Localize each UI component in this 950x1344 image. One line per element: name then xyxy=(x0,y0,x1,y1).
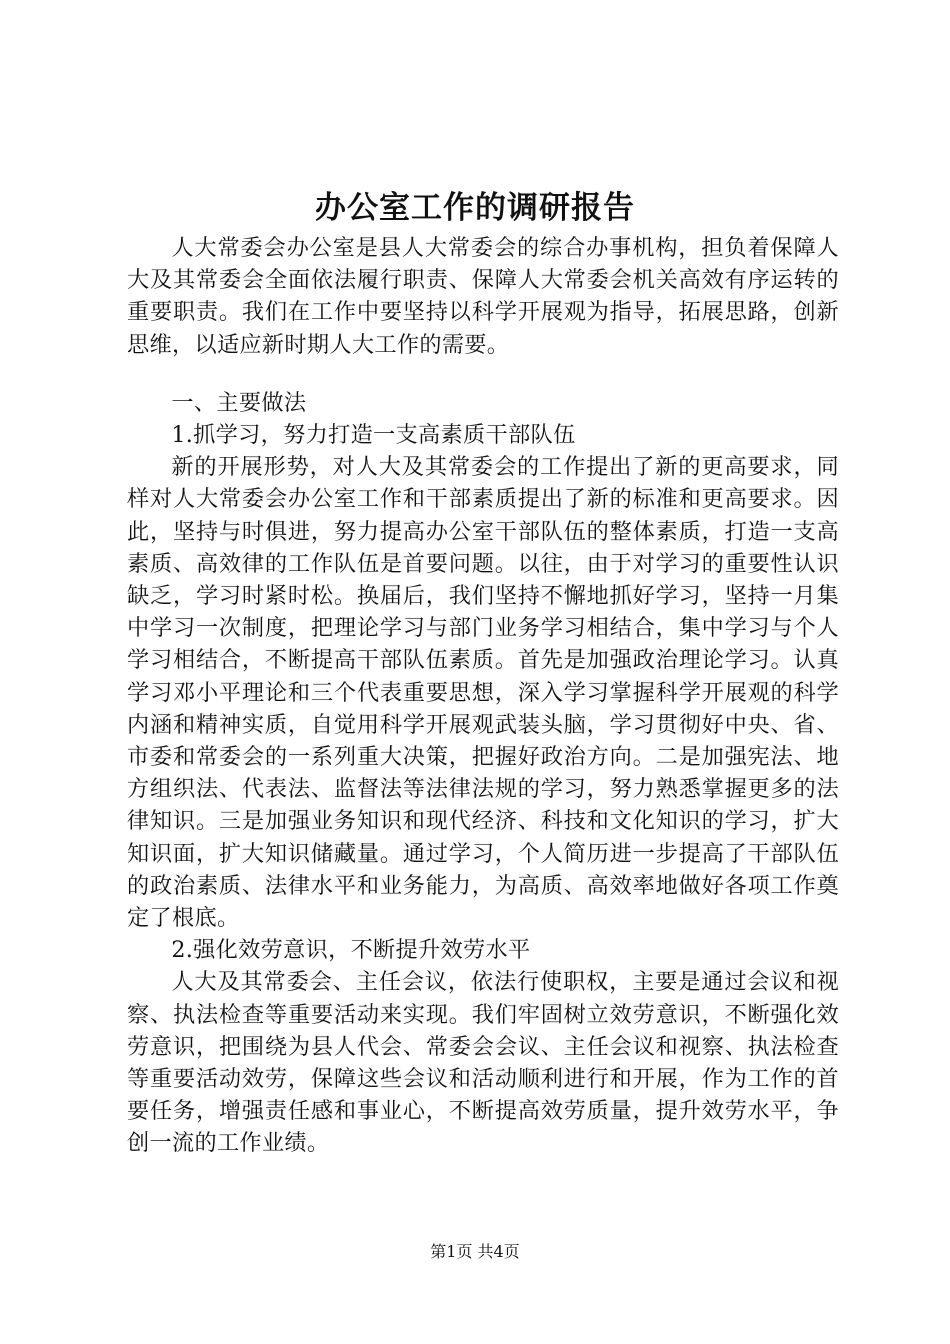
subsection-heading-2: 2.强化效劳意识，不断提升效劳水平 xyxy=(171,937,531,964)
body-paragraph-2: 人大及其常委会、主任会议，依法行使职权，主要是通过会议和视察、执法检查等重要活动来实现。我们牢固树立效劳意识，不断强化效劳意识，把围绕为县人代会、常委会会议、主任会议和视察、执法检查等重要活动效劳，保障这些会议和活动顺利进行和开展，作为工作的首要任务，增强责任感和事业心，不断提高效劳质量，提升效劳水平，争创一流的工作业绩。 xyxy=(127,969,839,1157)
paragraph-spacer xyxy=(127,361,839,387)
intro-paragraph: 人大常委会办公室是县人大常委会的综合办事机构，担负着保障人大及其常委会全面依法履行职责、保障人大常委会机关高效有序运转的重要职责。我们在工作中要坚持以科学开展观为指导，拓展思路，创新思维，以适应新时期人大工作的需要。 xyxy=(127,235,839,358)
page-footer: 第1页 共4页 xyxy=(430,1242,520,1261)
body-paragraph-1: 新的开展形势，对人大及其常委会的工作提出了新的更高要求，同样对人大常委会办公室工作和干部素质提出了新的标准和更高要求。因此，坚持与时俱进，努力提高办公室干部队伍的整体素质，打造一支高素质、高效律的工作队伍是首要问题。以往，由于对学习的重要性认识缺乏，学习时紧时松。换届后，我们坚持不懈地抓好学习，坚持一月集中学习一次制度，把理论学习与部门业务学习相结合，集中学习与个人学习相结合，不断提高干部队伍素质。首先是加强政治理论学习。认真学习邓小平理论和三个代表重要思想，深入学习掌握科学开展观的科学内涵和精神实质，自觉用科学开展观武装头脑，学习贯彻好中央、省、市委和常委会的一系列重大决策，把握好政治方向。二是加强宪法、地方组织法、代表法、监督法等法律法规的学习，努力熟悉掌握更多的法律知识。三是加强业务知识和现代经济、科技和文化知识的学习，扩大知识面，扩大知识储藏量。通过学习，个人简历进一步提高了干部队伍的政治素质、法律水平和业务能力，为高质、高效率地做好各项工作奠定了根底。 xyxy=(127,454,839,932)
subsection-heading-1: 1.抓学习，努力打造一支高素质干部队伍 xyxy=(171,422,576,449)
document-body xyxy=(127,232,839,1160)
document-title: 办公室工作的调研报告 xyxy=(315,190,635,226)
section-heading: 一、主要做法 xyxy=(171,389,307,416)
